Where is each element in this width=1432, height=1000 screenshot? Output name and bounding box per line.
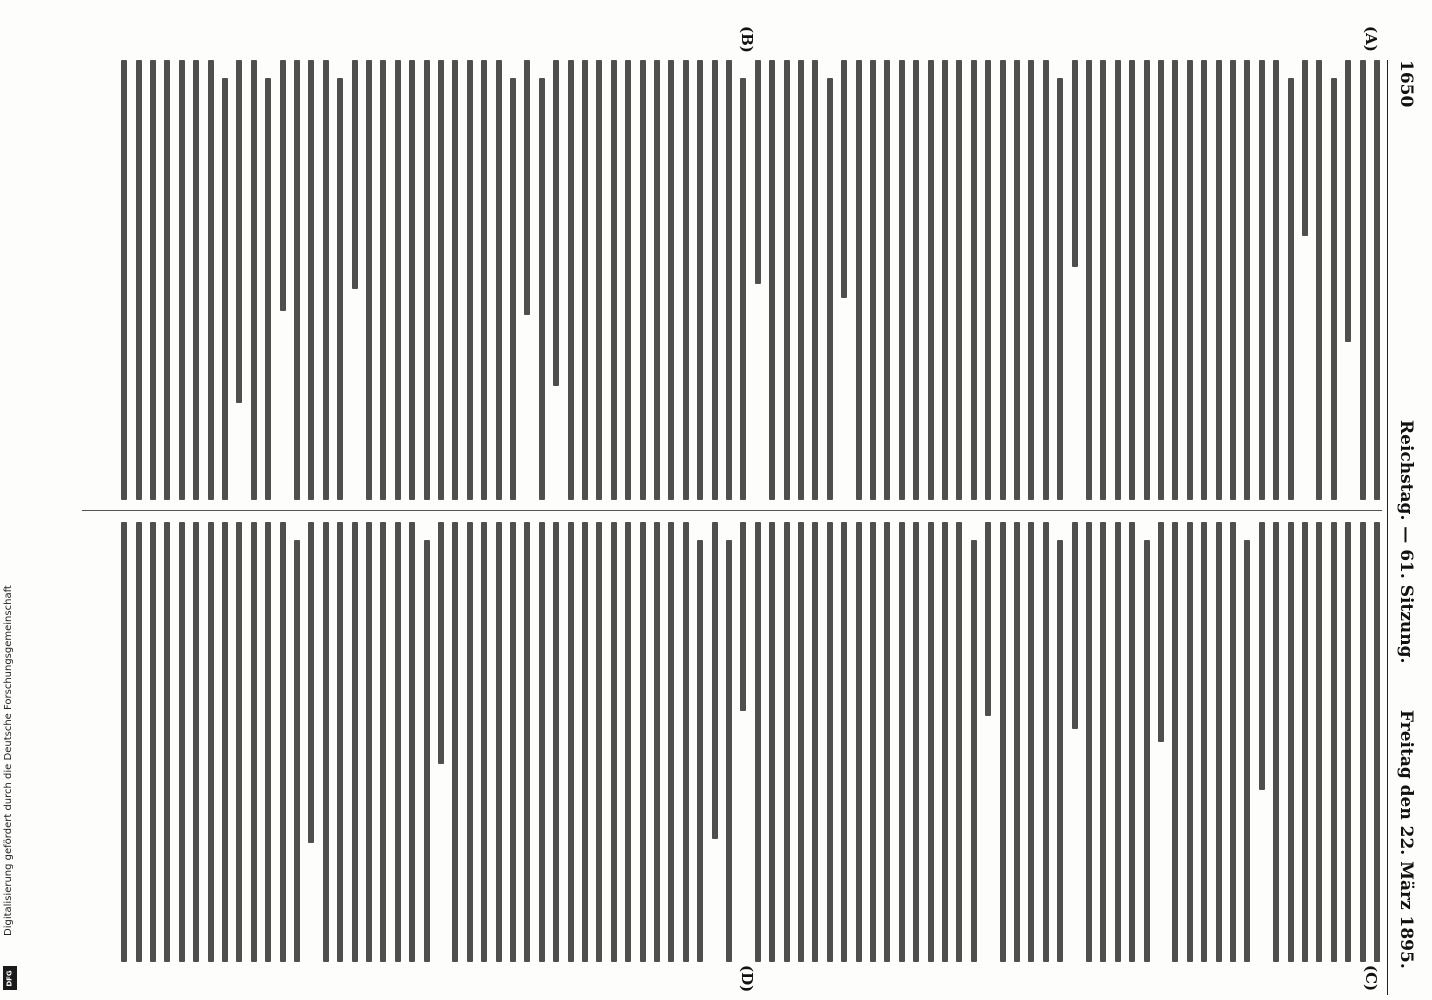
text-line xyxy=(956,522,962,962)
text-line xyxy=(553,60,559,386)
text-line xyxy=(222,522,228,962)
text-line xyxy=(712,522,718,839)
text-line xyxy=(467,522,473,962)
text-line xyxy=(928,522,934,962)
text-line xyxy=(740,78,746,500)
text-line xyxy=(1302,522,1308,962)
text-line xyxy=(1000,60,1006,500)
text-line xyxy=(884,522,890,962)
text-line xyxy=(366,60,372,500)
text-line xyxy=(1187,522,1193,962)
text-line xyxy=(208,60,214,500)
text-line xyxy=(524,60,530,315)
text-line xyxy=(150,60,156,500)
text-line xyxy=(1086,60,1092,500)
text-line xyxy=(481,522,487,962)
text-line xyxy=(856,522,862,962)
text-line xyxy=(784,522,790,962)
text-line xyxy=(1144,540,1150,962)
header-rule xyxy=(1387,60,1388,995)
text-column-right xyxy=(80,522,1380,962)
text-line xyxy=(568,60,574,500)
text-line xyxy=(812,60,818,500)
text-line xyxy=(510,522,516,962)
text-line xyxy=(1129,60,1135,500)
text-line xyxy=(1288,522,1294,962)
text-line xyxy=(755,60,761,284)
text-line xyxy=(352,522,358,962)
text-line xyxy=(1014,60,1020,500)
text-line xyxy=(971,540,977,962)
margin-mark-c: (C) xyxy=(1362,965,1380,992)
column-separator xyxy=(82,510,1382,511)
text-line xyxy=(640,60,646,500)
text-line xyxy=(337,522,343,962)
text-line xyxy=(193,60,199,500)
digitization-credit: Digitalisierung gefördert durch die Deutsche Forschungsgemeinschaft xyxy=(3,585,14,936)
text-line xyxy=(236,522,242,962)
text-line xyxy=(1316,60,1322,500)
text-line xyxy=(1216,522,1222,962)
text-line xyxy=(553,522,559,962)
text-line xyxy=(1273,522,1279,962)
text-line xyxy=(1172,60,1178,500)
text-line xyxy=(265,522,271,962)
text-line xyxy=(1072,60,1078,267)
text-line xyxy=(1244,540,1250,962)
text-line xyxy=(179,60,185,500)
text-line xyxy=(870,522,876,962)
text-line xyxy=(136,522,142,962)
text-line xyxy=(769,60,775,500)
text-line xyxy=(1043,60,1049,500)
text-line xyxy=(308,60,314,500)
text-line xyxy=(323,60,329,500)
text-line xyxy=(467,60,473,500)
text-line xyxy=(1000,522,1006,962)
text-line xyxy=(409,522,415,962)
text-line xyxy=(1244,60,1250,500)
text-line xyxy=(769,522,775,962)
text-line xyxy=(928,60,934,500)
text-line xyxy=(280,522,286,962)
margin-mark-b: (B) xyxy=(738,26,756,53)
text-line xyxy=(164,522,170,962)
text-line xyxy=(395,60,401,500)
running-title: Reichstag. — 61. Sitzung. xyxy=(1396,420,1416,664)
text-line xyxy=(870,60,876,500)
text-line xyxy=(452,60,458,500)
text-line xyxy=(438,60,444,500)
text-line xyxy=(1374,60,1380,500)
text-line xyxy=(971,60,977,500)
text-line xyxy=(323,522,329,962)
text-column-left xyxy=(80,60,1380,500)
text-line xyxy=(1201,522,1207,962)
text-line xyxy=(827,522,833,962)
text-line xyxy=(164,60,170,500)
text-line xyxy=(913,522,919,962)
text-line xyxy=(1144,60,1150,500)
text-line xyxy=(539,522,545,962)
dfg-logo: DFG xyxy=(3,966,17,990)
text-line xyxy=(438,522,444,764)
text-line xyxy=(496,522,502,962)
text-line xyxy=(654,60,660,500)
text-line xyxy=(265,78,271,500)
text-line xyxy=(668,60,674,500)
text-line xyxy=(1230,60,1236,500)
rotated-page-content xyxy=(66,26,1416,1000)
text-line xyxy=(380,60,386,500)
text-line xyxy=(1345,60,1351,342)
text-line xyxy=(568,522,574,962)
session-date: Freitag den 22. März 1895. xyxy=(1396,710,1416,969)
text-line xyxy=(424,540,430,962)
text-line xyxy=(1115,522,1121,962)
text-line xyxy=(712,60,718,500)
text-line xyxy=(942,522,948,962)
text-line xyxy=(798,60,804,500)
text-line xyxy=(899,60,905,500)
text-line xyxy=(1201,60,1207,500)
text-line xyxy=(352,60,358,289)
text-line xyxy=(1259,60,1265,500)
text-line xyxy=(1100,60,1106,500)
text-line xyxy=(1360,60,1366,500)
text-line xyxy=(942,60,948,500)
text-line xyxy=(1331,78,1337,500)
text-line xyxy=(913,60,919,500)
text-line xyxy=(1331,522,1337,962)
text-line xyxy=(841,60,847,298)
text-line xyxy=(1014,522,1020,962)
text-line xyxy=(582,60,588,500)
text-line xyxy=(683,522,689,962)
page-number: 1650 xyxy=(1396,60,1416,108)
text-line xyxy=(625,522,631,962)
text-line xyxy=(424,60,430,500)
text-line xyxy=(337,78,343,500)
text-line xyxy=(136,60,142,500)
text-line xyxy=(208,522,214,962)
text-line xyxy=(539,78,545,500)
text-line xyxy=(668,522,674,962)
text-line xyxy=(193,522,199,962)
text-line xyxy=(812,522,818,962)
text-line xyxy=(985,522,991,716)
text-line xyxy=(236,60,242,403)
text-line xyxy=(1043,522,1049,962)
text-line xyxy=(510,78,516,500)
text-line xyxy=(1316,522,1322,962)
text-line xyxy=(380,522,386,962)
text-line xyxy=(1288,78,1294,500)
text-line xyxy=(1086,522,1092,962)
text-line xyxy=(841,522,847,962)
text-line xyxy=(1057,540,1063,962)
text-line xyxy=(1374,522,1380,962)
text-line xyxy=(121,522,127,962)
text-line xyxy=(308,522,314,843)
text-line xyxy=(683,60,689,500)
text-line xyxy=(121,60,127,500)
text-line xyxy=(294,540,300,962)
text-line xyxy=(222,78,228,500)
text-line xyxy=(1028,522,1034,962)
text-line xyxy=(784,60,790,500)
text-line xyxy=(1273,60,1279,500)
text-line xyxy=(899,522,905,962)
text-line xyxy=(1187,60,1193,500)
text-line xyxy=(1230,522,1236,962)
text-line xyxy=(1072,522,1078,729)
text-line xyxy=(294,60,300,500)
text-line xyxy=(798,522,804,962)
text-line xyxy=(251,522,257,962)
text-line xyxy=(985,60,991,500)
text-line xyxy=(251,60,257,500)
margin-mark-a: (A) xyxy=(1362,26,1380,52)
text-line xyxy=(1028,60,1034,500)
text-line xyxy=(596,522,602,962)
text-line xyxy=(366,522,372,962)
text-line xyxy=(395,522,401,962)
text-line xyxy=(611,522,617,962)
text-line xyxy=(1259,522,1265,790)
text-line xyxy=(179,522,185,962)
text-line xyxy=(582,522,588,962)
text-line xyxy=(640,522,646,962)
text-line xyxy=(280,60,286,311)
text-line xyxy=(856,60,862,500)
text-line xyxy=(409,60,415,500)
text-line xyxy=(654,522,660,962)
text-line xyxy=(740,522,746,711)
text-line xyxy=(956,60,962,500)
text-line xyxy=(697,540,703,962)
text-line xyxy=(611,60,617,500)
text-line xyxy=(726,60,732,500)
text-line xyxy=(481,60,487,500)
text-line xyxy=(524,522,530,962)
margin-mark-d: (D) xyxy=(738,965,756,993)
text-line xyxy=(726,540,732,962)
text-line xyxy=(1172,522,1178,962)
text-line xyxy=(827,78,833,500)
text-line xyxy=(1057,78,1063,500)
text-line xyxy=(1345,522,1351,962)
text-line xyxy=(1216,60,1222,500)
text-line xyxy=(150,522,156,962)
text-line xyxy=(1129,522,1135,962)
text-line xyxy=(755,522,761,962)
text-line xyxy=(596,60,602,500)
text-line xyxy=(452,522,458,962)
text-line xyxy=(1158,522,1164,742)
text-line xyxy=(1100,522,1106,962)
text-line xyxy=(625,60,631,500)
text-line xyxy=(1115,60,1121,500)
text-line xyxy=(1158,60,1164,500)
text-line xyxy=(496,60,502,500)
text-line xyxy=(884,60,890,500)
text-line xyxy=(1302,60,1308,236)
text-line xyxy=(697,60,703,500)
text-line xyxy=(1360,522,1366,962)
